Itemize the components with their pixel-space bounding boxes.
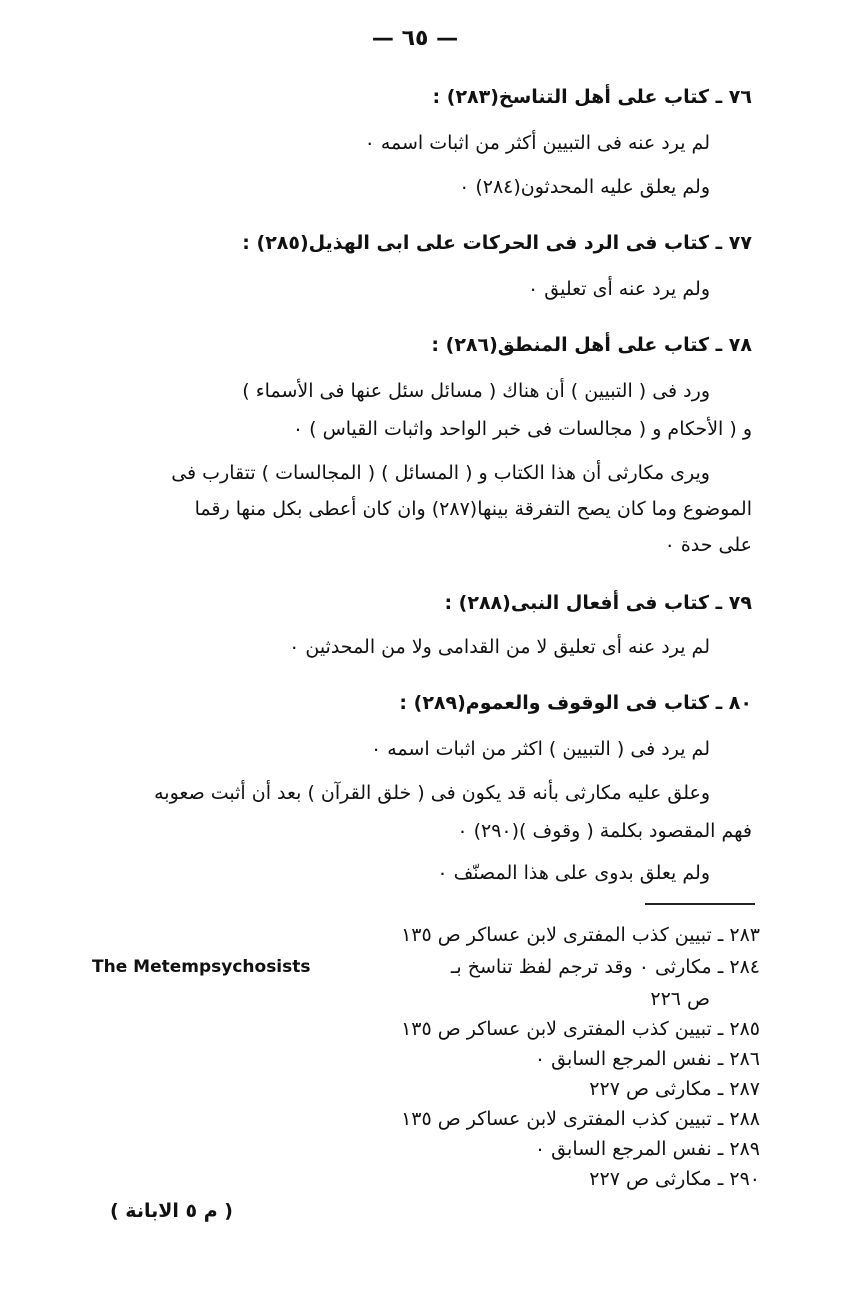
entry-80-heading: ٨٠ ـ كتاب فى الوقوف والعموم(٢٨٩) : xyxy=(399,692,752,714)
signature-mark: ( م ٥ الابانة ) xyxy=(110,1200,233,1222)
footnote-284: ٢٨٤ ـ مكارثى ٠ وقد ترجم لفظ تناسخ بـ xyxy=(450,956,760,978)
entry-79-line-1: لم يرد عنه أى تعليق لا من القدامى ولا من المحدثين ٠ xyxy=(289,636,710,658)
entry-80-line-1: لم يرد فى ( التبيين ) اكثر من اثبات اسمه ٠ xyxy=(370,738,710,760)
footnote-separator xyxy=(645,903,755,905)
footnote-288: ٢٨٨ ـ تبيين كذب المفترى لابن عساكر ص ١٣٥ xyxy=(401,1108,760,1130)
entry-78-line-3: ويرى مكارثى أن هذا الكتاب و ( المسائل ) ( المجالسات ) تتقارب فى xyxy=(171,462,710,484)
entry-77-line-1: ولم يرد عنه أى تعليق ٠ xyxy=(528,278,710,300)
entry-80-line-3: فهم المقصود بكلمة ( وقوف )(٢٩٠) ٠ xyxy=(457,820,752,842)
entry-79-heading: ٧٩ ـ كتاب فى أفعال النبى(٢٨٨) : xyxy=(444,592,752,614)
footnote-284-latin: The Metempsychosists xyxy=(92,957,311,977)
footnote-286: ٢٨٦ ـ نفس المرجع السابق ٠ xyxy=(534,1048,760,1070)
entry-80-line-2: وعلق عليه مكارثى بأنه قد يكون فى ( خلق القرآن ) بعد أن أثبت صعوبه xyxy=(154,782,710,804)
entry-76-line-2: ولم يعلق عليه المحدثون(٢٨٤) ٠ xyxy=(459,176,710,198)
footnote-284-cont: ص ٢٢٦ xyxy=(650,988,710,1010)
footnote-283: ٢٨٣ ـ تبيين كذب المفترى لابن عساكر ص ١٣٥ xyxy=(401,924,760,946)
entry-78-line-1: ورد فى ( التبيين ) أن هناك ( مسائل سئل عنها فى الأسماء ) xyxy=(242,380,710,402)
footnote-285: ٢٨٥ ـ تبيين كذب المفترى لابن عساكر ص ١٣٥ xyxy=(401,1018,760,1040)
entry-78-heading: ٧٨ ـ كتاب على أهل المنطق(٢٨٦) : xyxy=(431,334,752,356)
page-number: — ٦٥ — xyxy=(371,26,459,51)
footnote-287: ٢٨٧ ـ مكارثى ص ٢٢٧ xyxy=(589,1078,760,1100)
entry-80-line-4: ولم يعلق بدوى على هذا المصنّف ٠ xyxy=(437,862,710,884)
entry-76-heading: ٧٦ ـ كتاب على أهل التناسخ(٢٨٣) : xyxy=(432,86,752,108)
entry-77-heading: ٧٧ ـ كتاب فى الرد فى الحركات على ابى الهذيل(٢٨٥) : xyxy=(242,232,752,254)
entry-78-line-5: على حدة ٠ xyxy=(664,534,752,556)
footnote-289: ٢٨٩ ـ نفس المرجع السابق ٠ xyxy=(534,1138,760,1160)
entry-76-line-1: لم يرد عنه فى التبيين أكثر من اثبات اسمه ٠ xyxy=(364,132,710,154)
footnote-290: ٢٩٠ ـ مكارثى ص ٢٢٧ xyxy=(589,1168,760,1190)
entry-78-line-2: و ( الأحكام و ( مجالسات فى خبر الواحد واثبات القياس ) ٠ xyxy=(292,418,752,440)
entry-78-line-4: الموضوع وما كان يصح التفرقة بينها(٢٨٧) وان كان أعطى بكل منها رقما xyxy=(194,498,752,520)
